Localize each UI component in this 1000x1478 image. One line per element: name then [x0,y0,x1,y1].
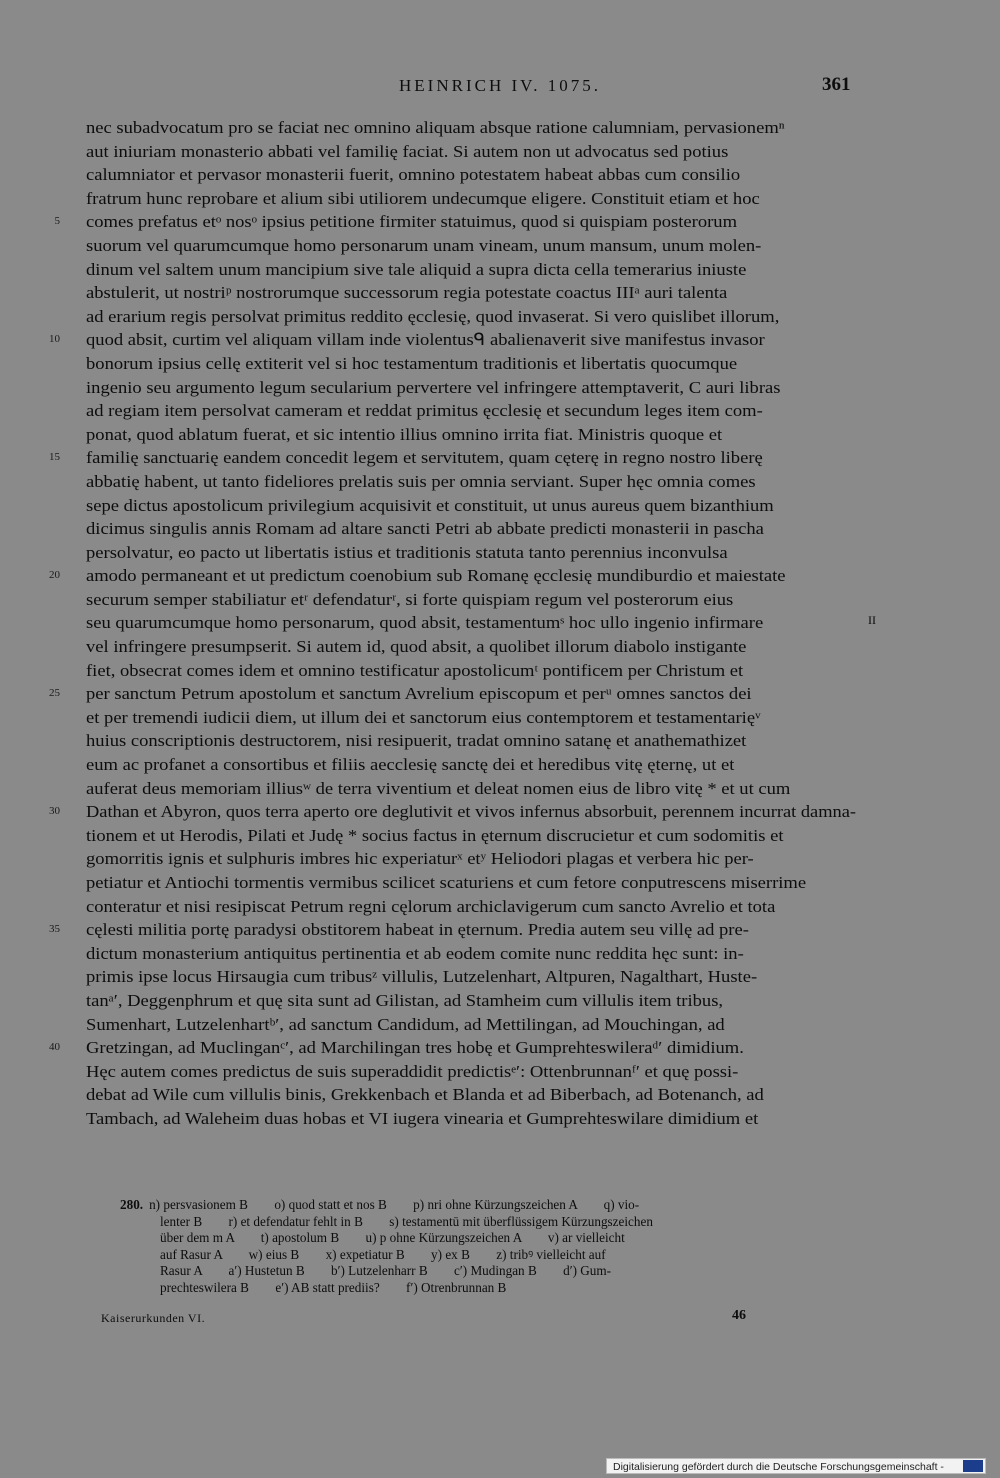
text-line [49,682,856,706]
line-text: suorum vel quarumcumque homo personarum unam vineam, unum mansum, unum molen- [86,235,762,255]
main-text [49,116,856,1131]
text-line [86,989,856,1013]
text-line [86,399,856,423]
line-text: Tambach, ad Waleheim duas hobas et VI iugera vinearia et Gumprehteswilare dimidium et [86,1108,759,1128]
footnote-text: prechteswilera B e′) AB statt prediis? f′) Otrenbrunnan B [160,1279,507,1295]
line-number: 30 [49,805,60,818]
line-text: dicimus singulis annis Romam ad altare sancti Petri ab abbate predicti monasterii in pascha [86,519,764,539]
footnote-text: über dem m A t) apostolum B u) p ohne Kürzungszeichen A v) ar vielleicht [160,1230,625,1245]
line-text: huius conscriptionis destructorem, nisi resipuerit, tradat omnino satanę et anathemathizet [86,731,747,751]
text-line [86,187,856,211]
line-text: persolvatur, eo pacto ut libertatis istius et traditionis statuta tanto perennius inconvulsa [86,542,728,562]
footnote-text: Rasur A a′) Hustetun B b′) Lutzelenharr B c′) Mudingan B d′) Gum- [160,1263,612,1278]
text-line [49,800,856,824]
line-number: 40 [49,1041,60,1054]
text-line [86,611,856,635]
line-text: familię sanctuarię eandem concedit legem et servitutem, quam cęterę in regno nostro liberę [86,448,763,468]
line-text: dinum vel saltem unum mancipium sive tale aliquid a supra dicta cella temerarius iniuste [86,259,747,279]
footnote-line [86,1280,856,1297]
line-text: gomorritis ignis et sulphuris imbres hic experiaturˣ etʸ Heliodori plagas et verbera hic per- [86,849,754,869]
text-line [86,470,856,494]
line-text: calumniator et pervasor monasterii fuerit, omnino potestatem habeat abbas cum consilio [86,165,741,185]
line-text: amodo permaneant et ut predictum coenobium sub Romanę ęcclesię mundiburdio et maiestate [86,566,786,586]
text-line [86,588,856,612]
text-line [86,824,856,848]
footnotes [86,1197,856,1296]
funding-banner [606,1458,986,1474]
text-line [86,895,856,919]
line-text: debat ad Wile cum villulis binis, Grekkenbach et Blanda et ad Biberbach, ad Botenanch, ad [86,1085,764,1105]
line-text: primis ipse locus Hirsaugia cum tribusᶻ villulis, Lutzelenhart, Altpuren, Nagalthart, Huste- [86,967,758,987]
text-line [86,942,856,966]
text-line [86,258,856,282]
footnote-text: n) persvasionem B o) quod statt et nos B p) nri ohne Kürzungszeichen A q) vio- [149,1197,640,1212]
footnote-line [86,1263,856,1280]
text-line [49,564,856,588]
margin-mark: II [868,613,876,627]
line-text: fratrum hunc reprobare et alium sibi utiliorem undecumque eligere. Constituit etiam et hoc [86,188,760,208]
text-line [86,635,856,659]
line-number: 35 [49,923,60,936]
line-text: securum semper stabiliatur etʳ defendaturʳ, si forte quispiam regum vel posterorum eius [86,589,734,609]
line-text: conteratur et nisi resipiscat Petrum regni cęlorum archiclavigerum cum sancto Avrelio et tota [86,896,776,916]
text-line [86,1013,856,1037]
line-text: tionem et ut Herodis, Pilati et Judę * socius factus in ęternum discrucietur et cum sodomitis et [86,825,784,845]
footnote-line [86,1214,856,1231]
line-text: vel infringere presumpserit. Si autem id, quod absit, a quolibet illorum diabolo instigante [86,637,747,657]
text-line [86,541,856,565]
footnote-text: lenter B r) et defendatur fehlt in B s) testamentū mit überflüssigem Kürzungszeichen [160,1213,653,1229]
line-text: quod absit, curtim vel aliquam villam inde violentusᑫ abalienaverit sive manifestus invasor [86,330,765,350]
text-line [86,163,856,187]
sheet-signature: 46 [732,1308,746,1323]
line-text: nec subadvocatum pro se faciat nec omnino aliquam absque ratione calumniam, pervasionemⁿ [86,118,785,137]
line-text: seu quarumcumque homo personarum, quod absit, testamentumˢ hoc ullo ingenio infirmare [86,613,764,633]
text-line [86,871,856,895]
text-line [86,352,856,376]
running-header: HEINRICH IV. 1075. [399,76,601,95]
text-line [86,729,856,753]
line-text: ad erarium regis persolvat primitus reddito ęcclesię, quod invaserat. Si vero quislibet illorum, [86,306,780,326]
line-text: Gretzingan, ad Muclinganᶜ′, ad Marchilingan tres hobę et Gumprehteswileraᵈ′ dimidium. [86,1038,744,1058]
text-line [86,140,856,164]
text-line [86,847,856,871]
page-number: 361 [822,74,851,95]
text-line [86,659,856,683]
footnote-line [86,1230,856,1247]
line-text: Sumenhart, Lutzelenhartᵇ′, ad sanctum Candidum, ad Mettilingan, ad Mouchingan, ad [86,1014,725,1034]
line-text: per sanctum Petrum apostolum et sanctum Avrelium episcopum et perᵘ omnes sanctos dei [86,684,752,704]
line-text: Hęc autem comes predictus de suis superaddidit predictisᵉ′: Ottenbrunnanᶠ′ et quę possi- [86,1061,739,1081]
line-text: ad regiam item persolvat cameram et reddat primitus ęcclesię et secundum leges item com- [86,401,763,421]
text-line [86,234,856,258]
line-text: ingenio seu argumento legum secularium pervertere vel infringere attemptaverit, C auri libras [86,377,781,397]
line-number: 20 [49,569,60,582]
line-number: 5 [54,215,60,228]
line-text: comes prefatus etᵒ nosᵒ ipsius petitione firmiter statuimus, quod si quispiam posterorum [86,212,738,232]
text-line [86,777,856,801]
document-number: 280. [120,1197,144,1212]
line-text: ponat, quod ablatum fuerat, et sic intentio illius omnino irrita fiat. Ministris quoque et [86,424,723,444]
text-line [86,1107,856,1131]
footnote-line [86,1247,856,1264]
dfg-logo-icon [963,1460,983,1472]
line-text: sepe dictus apostolicum privilegium acquisivit et constituit, ut unus aureus quem bizanthium [86,495,774,515]
footnote-line [86,1197,856,1214]
footnote-text: auf Rasur A w) eius B x) expetiatur B y) ex B z) tribꝰ vielleicht auf [160,1246,606,1262]
funding-text: Digitalisierung gefördert durch die Deutsche Forschungsgemeinschaft - [613,1461,944,1473]
text-line [86,517,856,541]
text-line [86,1083,856,1107]
line-text: dictum monasterium antiquitus pertinentia et ab eodem comite nunc reddita hęc sunt: in- [86,943,744,963]
line-text: bonorum ipsius cellę extiterit vel si hoc testamentum traditionis et libertatis quocumque [86,353,738,373]
text-line [86,494,856,518]
text-line [54,210,856,234]
text-line [86,305,856,329]
line-text: fiet, obsecrat comes idem et omnino testificatur apostolicumᵗ pontificem per Christum et [86,660,744,680]
text-line [49,446,856,470]
line-number: 15 [49,451,60,464]
line-number: 10 [49,333,60,346]
line-text: tanᵃ′, Deggenphrum et quę sita sunt ad Gilistan, ad Stamheim cum villulis item tribus, [86,990,724,1010]
text-line [86,1060,856,1084]
line-text: cęlesti militia portę paradysi obstitorem habeat in ęternum. Predia autem seu villę ad pre- [86,920,749,940]
line-text: abbatię habent, ut tanto fideliores prelatis suis per omnia serviant. Super hęc omnia comes [86,471,756,491]
volume-label: Kaiserurkunden VI. [101,1311,206,1325]
line-text: aut iniuriam monasterio abbati vel familię faciat. Si autem non ut advocatus sed potius [86,141,729,161]
text-line [86,706,856,730]
line-text: et per tremendi iudicii diem, ut illum dei et sanctorum eius contemptorem et testamentarięᵛ [86,707,761,727]
line-text: abstulerit, ut nostriᵖ nostrorumque successorum regia potestate coactus IIIᵃ auri talenta [86,283,728,303]
line-number: 25 [49,687,60,700]
text-line [49,1036,856,1060]
text-line [49,328,856,352]
text-line [86,965,856,989]
text-line [49,918,856,942]
text-line [86,423,856,447]
line-text: auferat deus memoriam illiusʷ de terra viventium et deleat nomen eius de libro vitę * et ut cum [86,778,791,798]
line-text: Dathan et Abyron, quos terra aperto ore deglutivit et vivos infernus absorbuit, perennem incurrat damna- [86,802,856,822]
line-text: petiatur et Antiochi tormentis vermibus scilicet scaturiens et cum fetore conputrescens miserrime [86,873,807,892]
text-line [86,116,856,140]
text-line [86,753,856,777]
line-text: eum ac profanet a consortibus et filiis aecclesię sanctę dei et heredibus vitę ęternę, ut et [86,755,735,775]
text-line [86,281,856,305]
text-line [86,376,856,400]
